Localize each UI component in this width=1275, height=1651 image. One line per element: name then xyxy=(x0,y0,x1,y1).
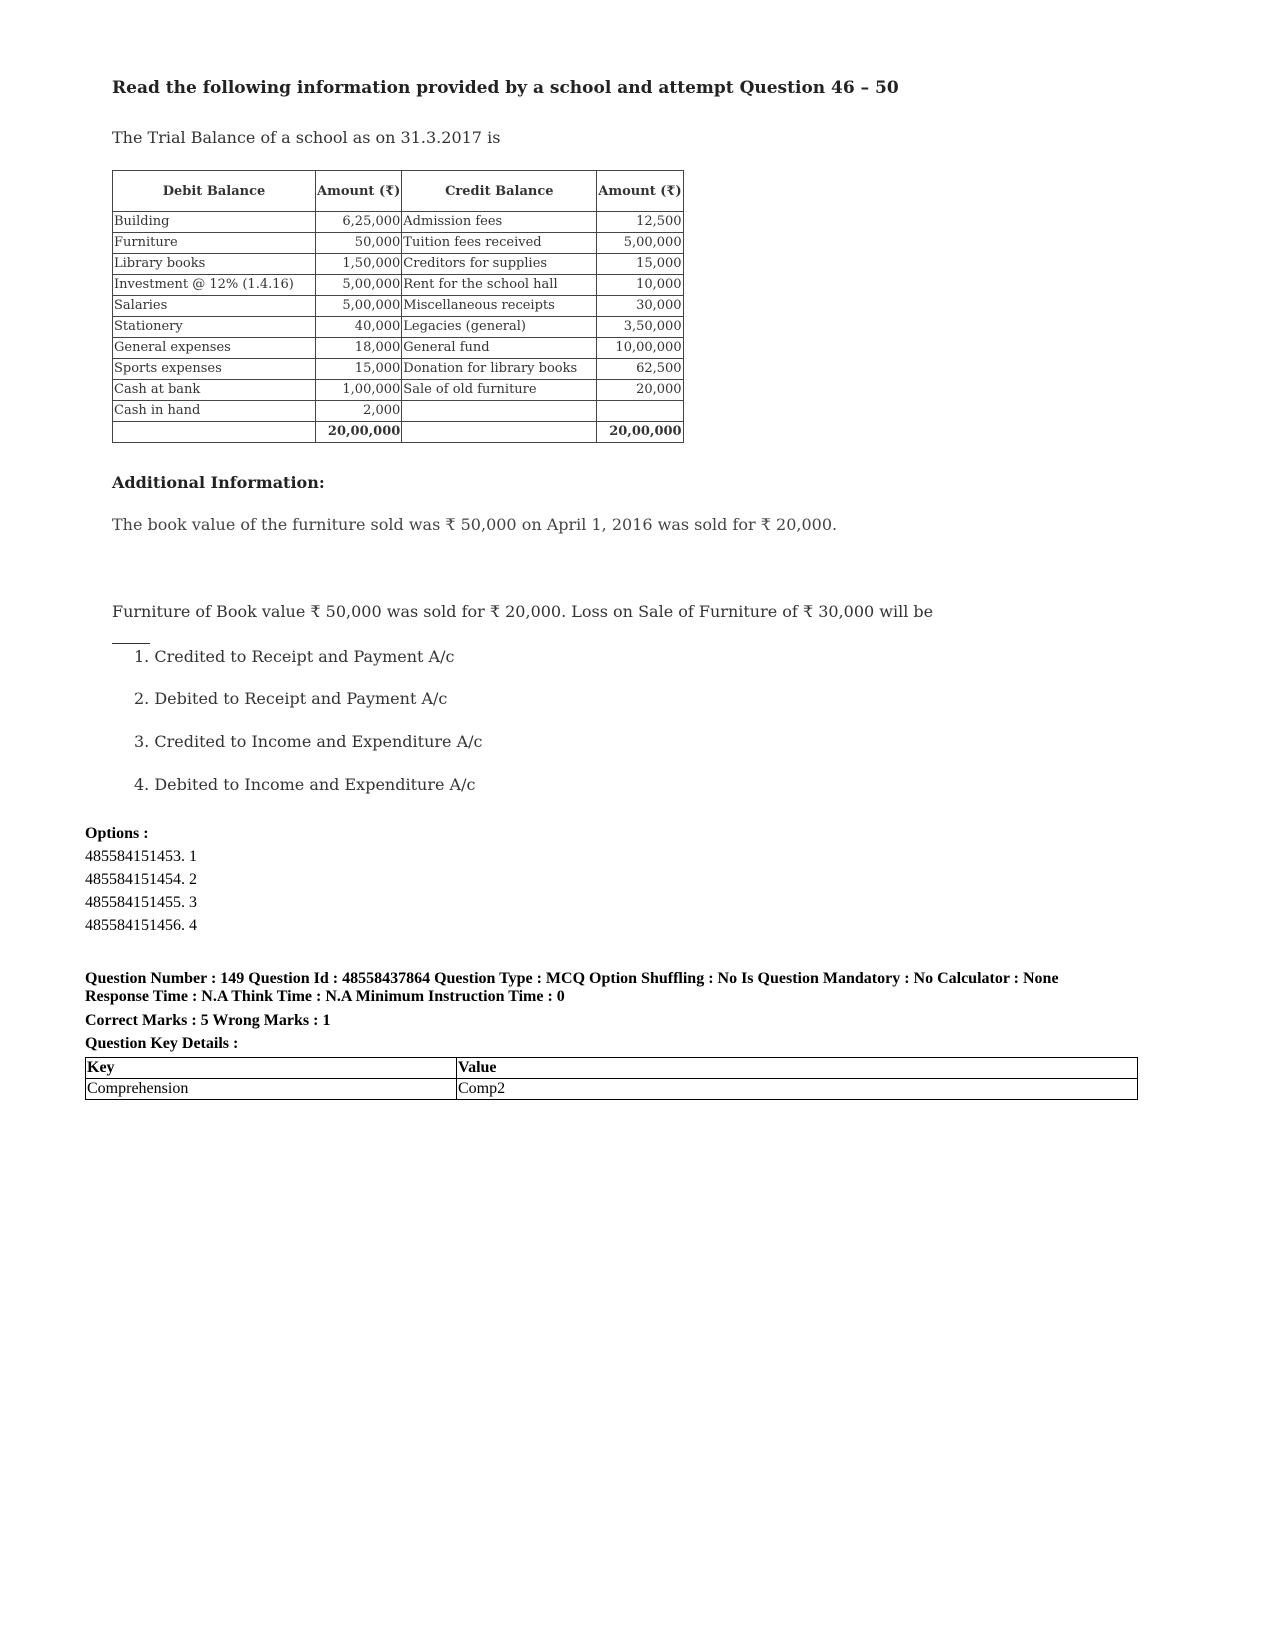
credit-item: Legacies (general) xyxy=(402,317,597,338)
question-text: Furniture of Book value ₹ 50,000 was sold for ₹ 20,000. Loss on Sale of Furniture of ₹ 30,000 will be xyxy=(112,602,934,621)
table-row xyxy=(113,296,684,317)
total-label-cell xyxy=(402,422,597,443)
question-meta-line1: Question Number : 149 Question Id : 48558437864 Question Type : MCQ Option Shuffling : No Is Question Mandatory : No Calculator : None xyxy=(85,970,1059,987)
table-row xyxy=(113,317,684,338)
trial-balance-header-row xyxy=(113,171,684,212)
key-details-header-row xyxy=(86,1058,1138,1079)
answer-blank xyxy=(112,643,150,644)
debit-item: Salaries xyxy=(113,296,316,317)
debit-item: Sports expenses xyxy=(113,359,316,380)
option-item: 485584151454. 2 xyxy=(85,871,197,888)
debit-item: Cash at bank xyxy=(113,380,316,401)
key-header: Key xyxy=(86,1058,457,1079)
value-cell: Comp2 xyxy=(457,1079,1138,1100)
credit-amount xyxy=(597,401,683,422)
total-label-cell xyxy=(113,422,316,443)
credit-amount: 12,500 xyxy=(597,212,683,233)
total-credit: 20,00,000 xyxy=(597,422,683,443)
debit-amount: 6,25,000 xyxy=(316,212,402,233)
credit-amount: 5,00,000 xyxy=(597,233,683,254)
question-choice: 2. Debited to Receipt and Payment A/c xyxy=(134,689,448,708)
credit-item xyxy=(402,401,597,422)
credit-amount: 3,50,000 xyxy=(597,317,683,338)
credit-amount: 10,00,000 xyxy=(597,338,683,359)
debit-item: Stationery xyxy=(113,317,316,338)
key-details-table xyxy=(85,1057,1138,1100)
trial-balance-total-row xyxy=(113,422,684,443)
table-row xyxy=(113,254,684,275)
credit-amount: 30,000 xyxy=(597,296,683,317)
credit-amount: 20,000 xyxy=(597,380,683,401)
header-debit-amount: Amount (₹) xyxy=(316,171,402,212)
table-row xyxy=(86,1079,1138,1100)
options-label: Options : xyxy=(85,825,149,842)
total-debit: 20,00,000 xyxy=(316,422,402,443)
table-row xyxy=(113,275,684,296)
value-header: Value xyxy=(457,1058,1138,1079)
trial-balance-table xyxy=(112,170,684,443)
additional-info-text: The book value of the furniture sold was ₹ 50,000 on April 1, 2016 was sold for ₹ 20,000. xyxy=(112,515,838,534)
header-credit-amount: Amount (₹) xyxy=(597,171,683,212)
debit-amount: 50,000 xyxy=(316,233,402,254)
debit-amount: 15,000 xyxy=(316,359,402,380)
credit-item: Donation for library books xyxy=(402,359,597,380)
credit-item: Tuition fees received xyxy=(402,233,597,254)
marks-line: Correct Marks : 5 Wrong Marks : 1 xyxy=(85,1012,331,1029)
credit-item: Admission fees xyxy=(402,212,597,233)
debit-item: Building xyxy=(113,212,316,233)
table-row xyxy=(113,233,684,254)
debit-amount: 5,00,000 xyxy=(316,296,402,317)
question-choice: 4. Debited to Income and Expenditure A/c xyxy=(134,775,476,794)
comprehension-heading: Read the following information provided by a school and attempt Question 46 – 50 xyxy=(112,78,899,98)
debit-amount: 1,00,000 xyxy=(316,380,402,401)
trial-balance-subtitle: The Trial Balance of a school as on 31.3.2017 is xyxy=(112,128,501,147)
table-row xyxy=(113,212,684,233)
header-credit-balance: Credit Balance xyxy=(402,171,597,212)
option-item: 485584151455. 3 xyxy=(85,894,197,911)
key-details-label: Question Key Details : xyxy=(85,1035,239,1052)
debit-item: Library books xyxy=(113,254,316,275)
credit-item: General fund xyxy=(402,338,597,359)
debit-amount: 2,000 xyxy=(316,401,402,422)
question-choice: 1. Credited to Receipt and Payment A/c xyxy=(134,647,455,666)
debit-item: General expenses xyxy=(113,338,316,359)
credit-amount: 10,000 xyxy=(597,275,683,296)
question-choice: 3. Credited to Income and Expenditure A/c xyxy=(134,732,483,751)
credit-item: Rent for the school hall xyxy=(402,275,597,296)
credit-amount: 62,500 xyxy=(597,359,683,380)
debit-amount: 18,000 xyxy=(316,338,402,359)
table-row xyxy=(113,380,684,401)
table-row xyxy=(113,359,684,380)
additional-info-title: Additional Information: xyxy=(112,473,325,492)
debit-amount: 40,000 xyxy=(316,317,402,338)
table-row xyxy=(113,338,684,359)
question-meta-line2: Response Time : N.A Think Time : N.A Minimum Instruction Time : 0 xyxy=(85,988,565,1005)
option-item: 485584151456. 4 xyxy=(85,917,197,934)
credit-item: Miscellaneous receipts xyxy=(402,296,597,317)
debit-amount: 1,50,000 xyxy=(316,254,402,275)
debit-amount: 5,00,000 xyxy=(316,275,402,296)
debit-item: Furniture xyxy=(113,233,316,254)
credit-item: Creditors for supplies xyxy=(402,254,597,275)
debit-item: Investment @ 12% (1.4.16) xyxy=(113,275,316,296)
credit-item: Sale of old furniture xyxy=(402,380,597,401)
table-row xyxy=(113,401,684,422)
option-item: 485584151453. 1 xyxy=(85,848,197,865)
key-cell: Comprehension xyxy=(86,1079,457,1100)
credit-amount: 15,000 xyxy=(597,254,683,275)
debit-item: Cash in hand xyxy=(113,401,316,422)
header-debit-balance: Debit Balance xyxy=(113,171,316,212)
